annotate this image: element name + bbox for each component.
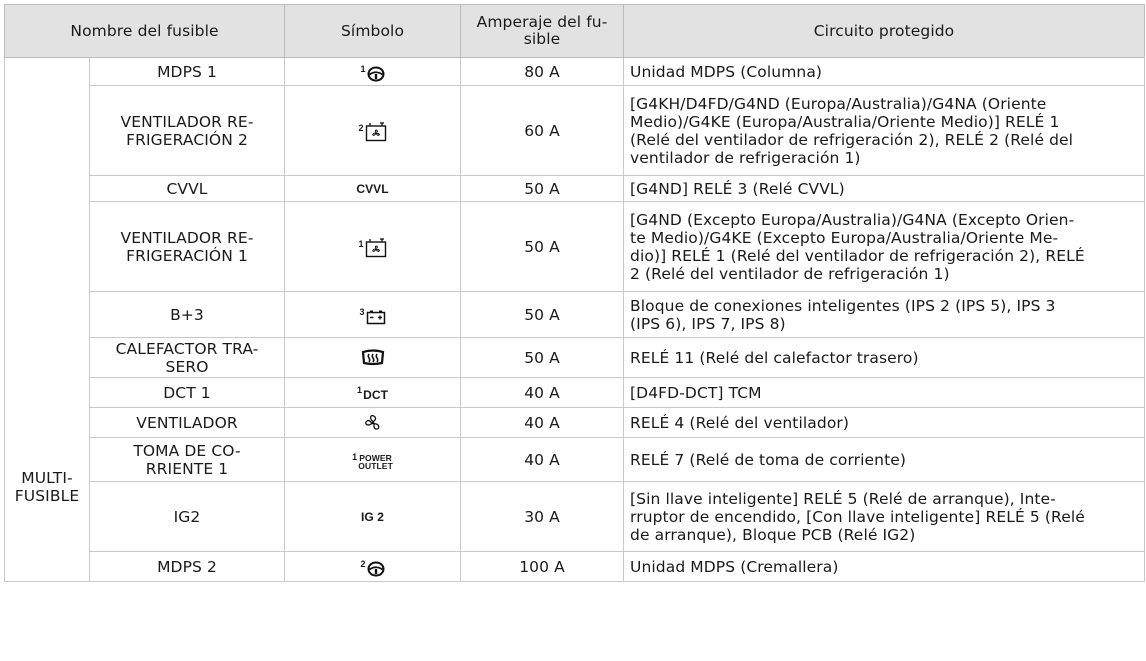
fuse-name-cell: IG2	[90, 482, 285, 552]
fuse-symbol-cell	[285, 482, 461, 552]
fuse-circuit-cell: Bloque de conexiones inteligentes (IPS 2 (IPS 5), IPS 3 (IPS 6), IPS 7, IPS 8)	[624, 292, 1145, 338]
steering-wheel-icon	[367, 560, 385, 578]
radiator-fan-icon	[365, 239, 387, 257]
fuse-amperage-cell: 100 A	[461, 552, 624, 582]
fuse-symbol-cell	[285, 552, 461, 582]
header-circuit: Circuito protegido	[624, 5, 1145, 58]
fuse-row	[5, 202, 1145, 292]
fuse-row	[5, 292, 1145, 338]
fuse-circuit-cell: Unidad MDPS (Cremallera)	[624, 552, 1145, 582]
symbol-index: 3	[359, 307, 365, 318]
fuse-circuit-cell: [G4ND] RELÉ 3 (Relé CVVL)	[624, 176, 1145, 202]
fuse-symbol-cell	[285, 338, 461, 378]
fuse-name-cell: DCT 1	[90, 378, 285, 408]
fuse-symbol-cell	[285, 378, 461, 408]
fuse-symbol-cell	[285, 292, 461, 338]
fuse-row	[5, 552, 1145, 582]
fuse-circuit-cell: [G4ND (Excepto Europa/Australia)/G4NA (Excepto Orien- te Medio)/G4KE (Excepto Europa/Australia/Oriente Me- dio)] RELÉ 1 (Relé del ventilador de refrigeración 2), RELÉ 2 (Relé del ventilador de refrigeración 1)	[624, 202, 1145, 292]
fuse-amperage-cell: 50 A	[461, 292, 624, 338]
fuse-amperage-cell: 80 A	[461, 58, 624, 86]
fuse-group-label: MULTI- FUSIBLE	[5, 58, 90, 582]
fuse-amperage-cell: 50 A	[461, 176, 624, 202]
fuse-circuit-cell: [D4FD-DCT] TCM	[624, 378, 1145, 408]
fuse-circuit-cell: RELÉ 11 (Relé del calefactor trasero)	[624, 338, 1145, 378]
fuse-amperage-cell: 50 A	[461, 338, 624, 378]
battery-icon	[366, 308, 386, 326]
fuse-row	[5, 86, 1145, 176]
fuse-circuit-cell: [G4KH/D4FD/G4ND (Europa/Australia)/G4NA (Oriente Medio)/G4KE (Europa/Australia/Oriente Medio)] RELÉ 1 (Relé del ventilador de refrigeración 2), RELÉ 2 (Relé del ventilador de refrigeración 1)	[624, 86, 1145, 176]
symbol-text: IG 2	[360, 510, 385, 524]
fuse-row	[5, 408, 1145, 438]
fuse-row	[5, 338, 1145, 378]
fuse-row	[5, 482, 1145, 552]
fuse-table	[4, 4, 1145, 582]
fuse-symbol-cell	[285, 58, 461, 86]
header-amperage: Amperaje del fu- sible	[461, 5, 624, 58]
fuse-symbol-cell	[285, 176, 461, 202]
fan-icon	[363, 413, 383, 431]
fuse-row	[5, 438, 1145, 482]
fuse-name-cell: TOMA DE CO- RRIENTE 1	[90, 438, 285, 482]
symbol-index: 2	[360, 559, 366, 570]
symbol-index: 1	[358, 238, 364, 249]
fuse-name-cell: CVVL	[90, 176, 285, 202]
fuse-symbol-cell	[285, 408, 461, 438]
fuse-symbol-cell	[285, 86, 461, 176]
fuse-symbol-cell	[285, 438, 461, 482]
fuse-name-cell: VENTILADOR RE- FRIGERACIÓN 1	[90, 202, 285, 292]
fuse-row	[5, 378, 1145, 408]
symbol-index: 1	[356, 384, 363, 395]
symbol-index: 1	[352, 452, 358, 463]
fuse-circuit-cell: RELÉ 7 (Relé de toma de corriente)	[624, 438, 1145, 482]
symbol-index: 2	[358, 122, 364, 133]
symbol-index: 1	[360, 64, 366, 75]
fuse-circuit-cell: RELÉ 4 (Relé del ventilador)	[624, 408, 1145, 438]
fuse-name-cell: B+3	[90, 292, 285, 338]
fuse-amperage-cell: 40 A	[461, 378, 624, 408]
header-fuse-name: Nombre del fusible	[5, 5, 285, 58]
symbol-text: DCT	[363, 388, 389, 403]
fuse-circuit-cell: Unidad MDPS (Columna)	[624, 58, 1145, 86]
fuse-name-cell: MDPS 1	[90, 58, 285, 86]
fuse-symbol-cell	[285, 202, 461, 292]
fuse-row	[5, 176, 1145, 202]
rear-defroster-icon	[361, 348, 385, 366]
fuse-amperage-cell: 60 A	[461, 86, 624, 176]
fuse-name-cell: VENTILADOR	[90, 408, 285, 438]
fuse-amperage-cell: 30 A	[461, 482, 624, 552]
symbol-text: POWER OUTLET	[358, 453, 393, 472]
fuse-circuit-cell: [Sin llave inteligente] RELÉ 5 (Relé de arranque), Inte- rruptor de encendido, [Con llave inteligente] RELÉ 5 (Relé de arranque), Bloque PCB (Relé IG2)	[624, 482, 1145, 552]
fuse-name-cell: MDPS 2	[90, 552, 285, 582]
fuse-amperage-cell: 40 A	[461, 408, 624, 438]
symbol-text: CVVL	[356, 182, 389, 196]
fuse-amperage-cell: 50 A	[461, 202, 624, 292]
header-row	[5, 5, 1145, 58]
steering-wheel-icon	[367, 65, 385, 83]
fuse-amperage-cell: 40 A	[461, 438, 624, 482]
fuse-name-cell: VENTILADOR RE- FRIGERACIÓN 2	[90, 86, 285, 176]
fuse-row	[5, 58, 1145, 86]
header-symbol: Símbolo	[285, 5, 461, 58]
fuse-name-cell: CALEFACTOR TRA- SERO	[90, 338, 285, 378]
radiator-fan-icon	[365, 123, 387, 141]
